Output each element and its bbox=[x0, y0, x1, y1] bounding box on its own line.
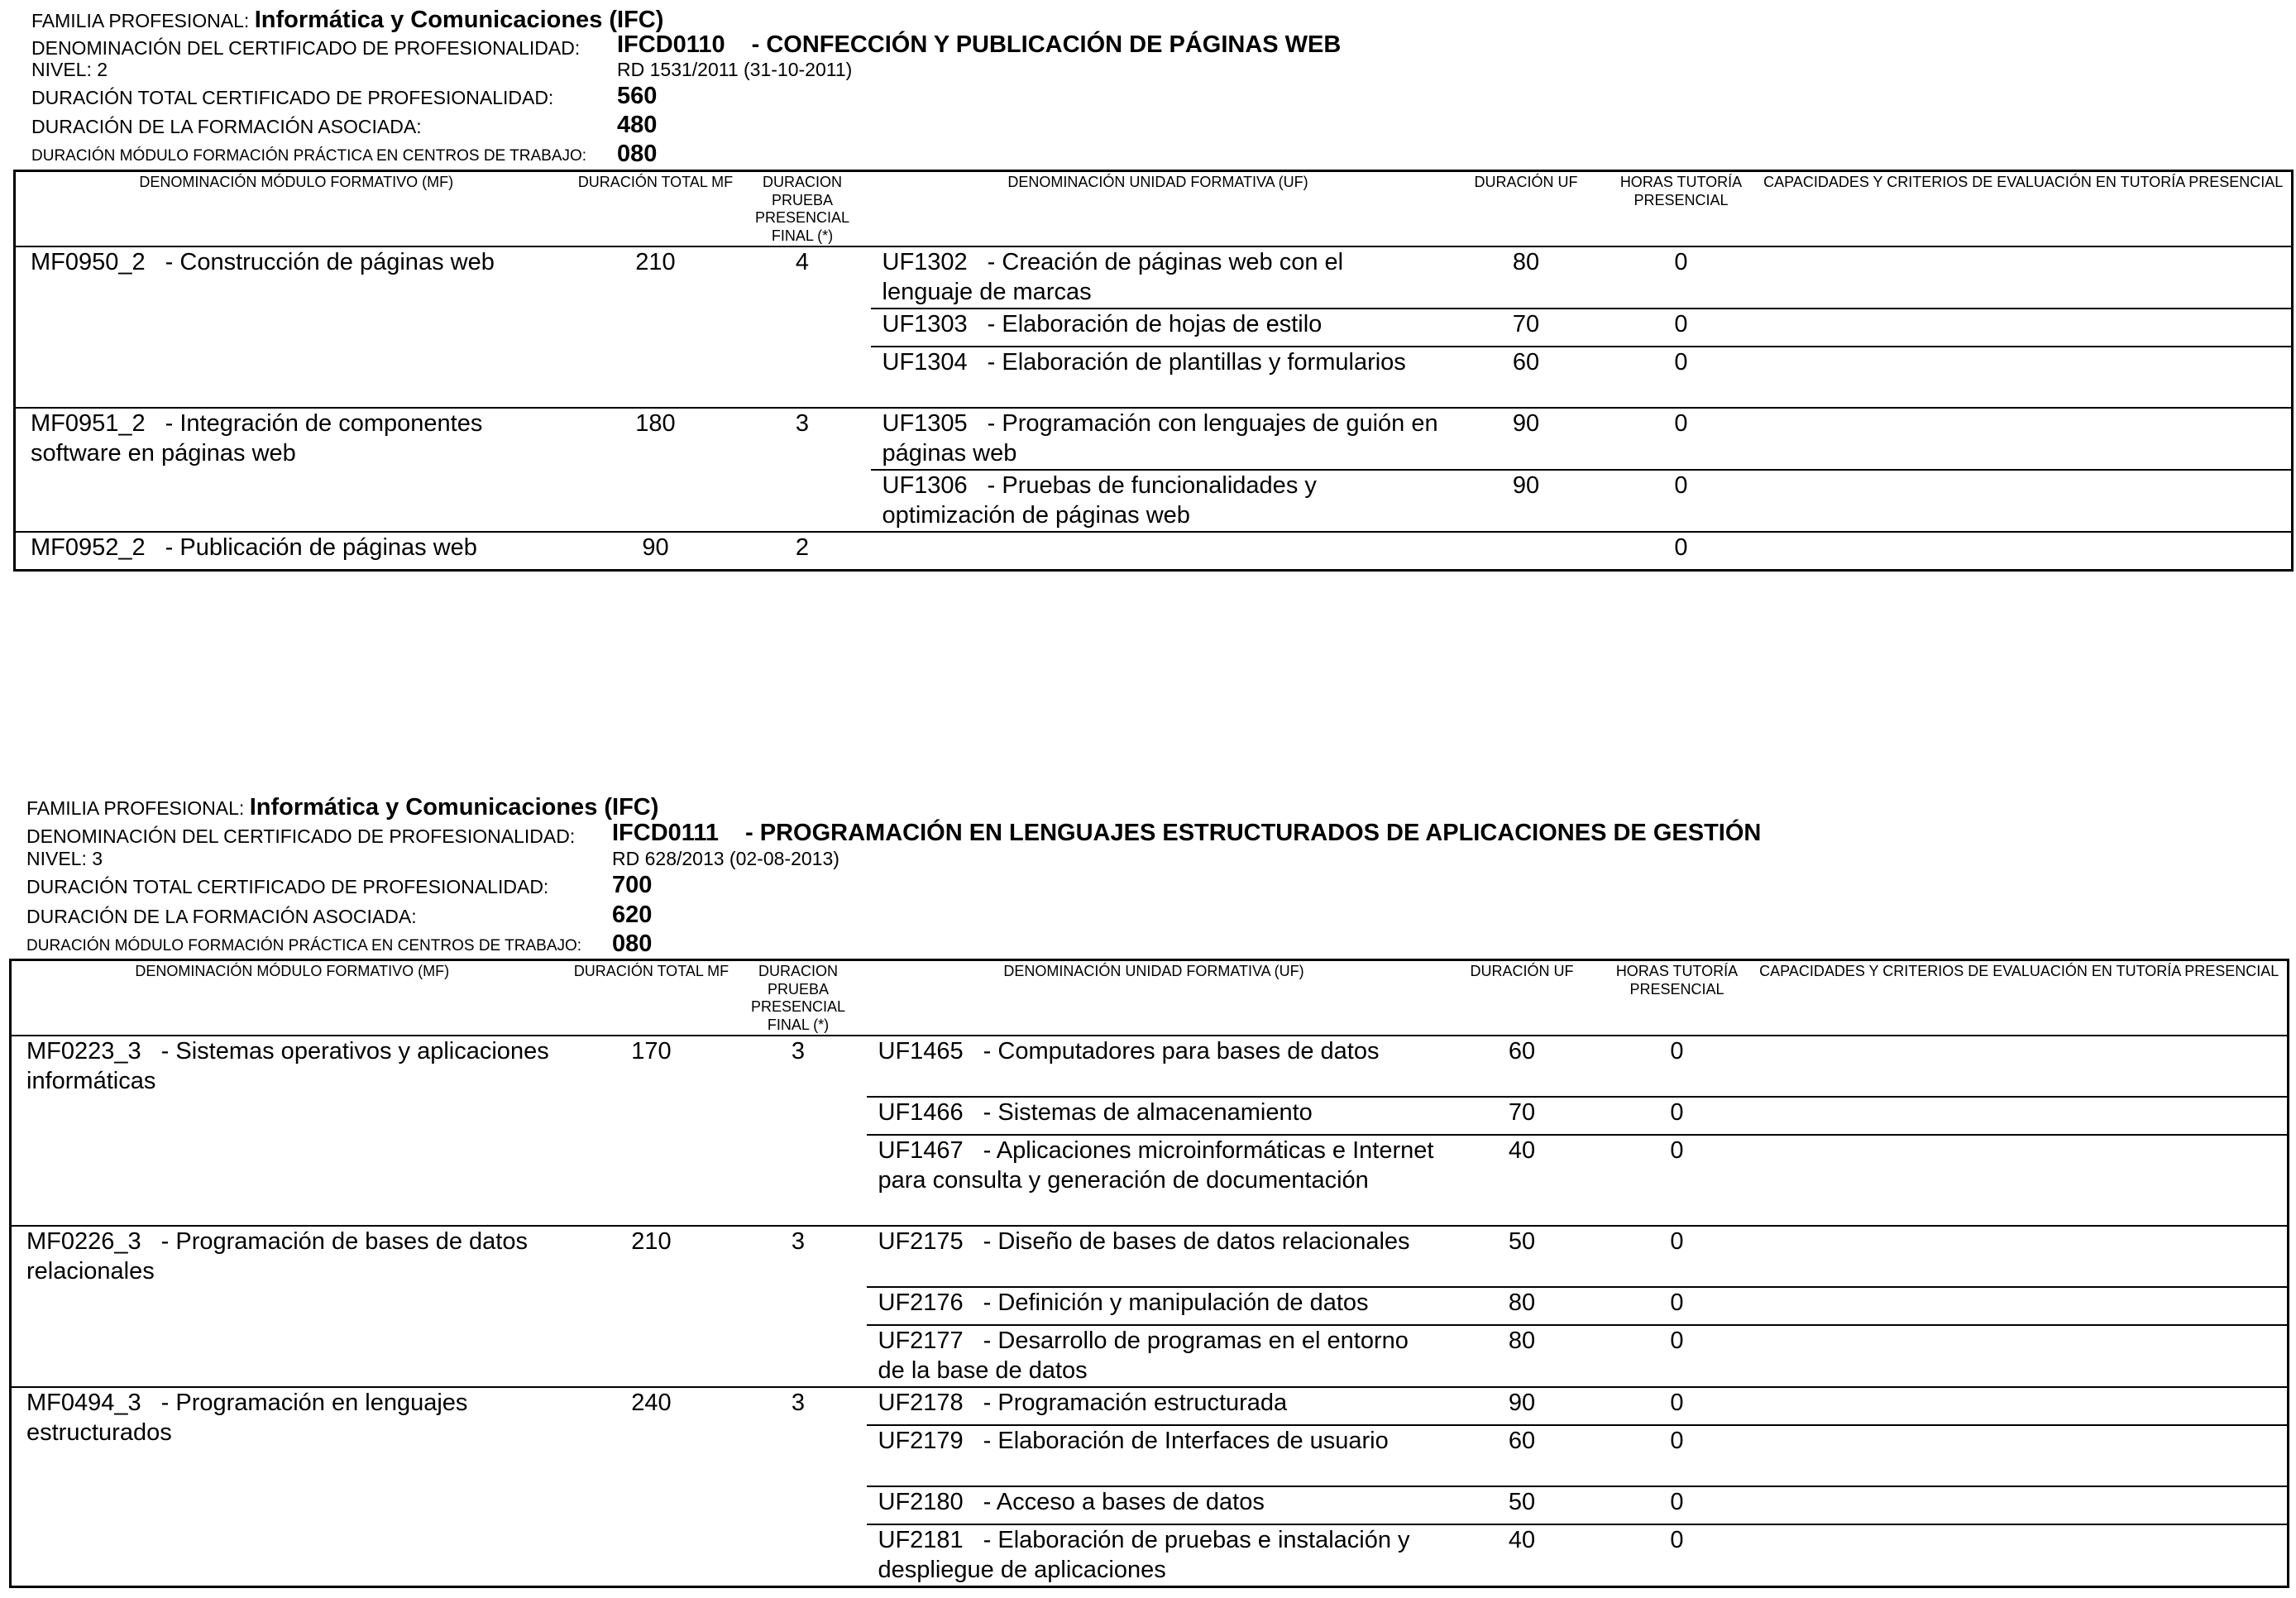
unit-cell bbox=[871, 532, 1446, 570]
unit-tutoria: 0 bbox=[1603, 1287, 1752, 1325]
unit-name: - Elaboración de Interfaces de usuario bbox=[983, 1428, 1389, 1455]
module-duracion: 240 bbox=[573, 1387, 730, 1587]
unit-capacidades bbox=[1752, 1226, 2289, 1287]
unit-code: UF1466 bbox=[878, 1099, 964, 1127]
unit-name: - Programación estructurada bbox=[983, 1390, 1288, 1417]
module-code: MF0494_3 bbox=[26, 1390, 141, 1417]
unit-duracion: 40 bbox=[1442, 1524, 1603, 1587]
unit-duracion: 50 bbox=[1442, 1486, 1603, 1524]
unit-name: - Aplicaciones microinformáticas e Internet para consulta y generación de documentación bbox=[878, 1137, 1434, 1194]
module-prueba: 3 bbox=[730, 1036, 867, 1226]
familia-label: FAMILIA PROFESIONAL: bbox=[31, 10, 250, 31]
unit-cell bbox=[867, 1036, 1442, 1097]
col-header-duracion-mf: DURACIÓN TOTAL MF bbox=[577, 171, 734, 247]
unit-tutoria: 0 bbox=[1607, 246, 1756, 309]
module-prueba: 4 bbox=[734, 246, 871, 408]
unit-name: - Sistemas de almacenamiento bbox=[983, 1099, 1313, 1127]
unit-cell bbox=[867, 1486, 1442, 1524]
module-duracion: 180 bbox=[577, 408, 734, 532]
unit-capacidades bbox=[1752, 1425, 2289, 1486]
duracion-total-value: 700 bbox=[612, 872, 653, 898]
unit-capacidades bbox=[1752, 1036, 2289, 1097]
unit-capacidades bbox=[1756, 347, 2293, 408]
nivel: NIVEL: 2 bbox=[31, 59, 108, 80]
unit-cell bbox=[867, 1387, 1442, 1425]
module-cell bbox=[15, 408, 577, 532]
table-row bbox=[11, 1387, 2289, 1425]
module-code: MF0226_3 bbox=[26, 1228, 141, 1256]
unit-code: UF1306 bbox=[882, 472, 968, 500]
unit-duracion: 60 bbox=[1446, 347, 1607, 408]
unit-tutoria: 0 bbox=[1603, 1036, 1752, 1097]
familia-line bbox=[26, 796, 658, 820]
unit-name: - Creación de páginas web con el lenguaje de marcas bbox=[882, 249, 1344, 306]
unit-tutoria: 0 bbox=[1603, 1325, 1752, 1387]
unit-duracion: 90 bbox=[1442, 1387, 1603, 1425]
unit-cell bbox=[871, 309, 1446, 347]
unit-tutoria: 0 bbox=[1607, 309, 1756, 347]
unit-tutoria: 0 bbox=[1603, 1387, 1752, 1425]
unit-code: UF2177 bbox=[878, 1328, 964, 1355]
module-duracion: 170 bbox=[573, 1036, 730, 1226]
unit-duracion: 50 bbox=[1442, 1226, 1603, 1287]
unit-code: UF1304 bbox=[882, 349, 968, 376]
module-name: - Programación de bases de datos relacionales bbox=[26, 1228, 528, 1285]
module-prueba: 3 bbox=[730, 1387, 867, 1587]
unit-capacidades bbox=[1752, 1524, 2289, 1587]
unit-capacidades bbox=[1752, 1135, 2289, 1226]
unit-code: UF1467 bbox=[878, 1137, 964, 1165]
module-name: - Programación en lenguajes estructurados bbox=[26, 1390, 468, 1447]
module-cell bbox=[15, 246, 577, 408]
unit-capacidades bbox=[1752, 1287, 2289, 1325]
unit-duracion: 60 bbox=[1442, 1036, 1603, 1097]
denominacion-label: DENOMINACIÓN DEL CERTIFICADO DE PROFESIONALIDAD: bbox=[31, 37, 581, 59]
unit-capacidades bbox=[1752, 1486, 2289, 1524]
duracion-formacion-value: 620 bbox=[612, 902, 653, 928]
unit-duracion: 90 bbox=[1446, 408, 1607, 470]
unit-tutoria: 0 bbox=[1603, 1135, 1752, 1226]
unit-cell bbox=[867, 1425, 1442, 1486]
module-name: - Sistemas operativos y aplicaciones informáticas bbox=[26, 1038, 549, 1095]
unit-capacidades bbox=[1756, 408, 2293, 470]
module-cell bbox=[11, 1226, 573, 1387]
modules-table bbox=[13, 170, 2294, 572]
unit-code: UF1465 bbox=[878, 1038, 964, 1065]
unit-name: - Elaboración de hojas de estilo bbox=[987, 311, 1323, 338]
table-row bbox=[15, 532, 2293, 570]
duracion-formacion-value: 480 bbox=[617, 112, 658, 138]
rd-reference: RD 1531/2011 (31-10-2011) bbox=[617, 59, 853, 80]
unit-tutoria: 0 bbox=[1603, 1097, 1752, 1135]
module-code: MF0951_2 bbox=[31, 410, 146, 438]
unit-code: UF2175 bbox=[878, 1228, 964, 1256]
unit-cell bbox=[871, 347, 1446, 408]
col-header-tutoria: HORAS TUTORÍA PRESENCIAL bbox=[1607, 171, 1756, 247]
familia-value: Informática y Comunicaciones (IFC) bbox=[254, 7, 664, 33]
unit-cell bbox=[867, 1226, 1442, 1287]
unit-duracion: 90 bbox=[1446, 470, 1607, 532]
module-cell bbox=[11, 1387, 573, 1587]
unit-duracion: 70 bbox=[1442, 1097, 1603, 1135]
unit-cell bbox=[871, 408, 1446, 470]
col-header-tutoria: HORAS TUTORÍA PRESENCIAL bbox=[1603, 960, 1752, 1036]
unit-code: UF2179 bbox=[878, 1428, 964, 1455]
module-prueba: 3 bbox=[730, 1226, 867, 1387]
unit-name: - Elaboración de pruebas e instalación y despliegue de aplicaciones bbox=[878, 1527, 1410, 1584]
unit-name: - Definición y manipulación de datos bbox=[983, 1289, 1369, 1317]
col-header-uf: DENOMINACIÓN UNIDAD FORMATIVA (UF) bbox=[871, 171, 1446, 247]
module-prueba: 3 bbox=[734, 408, 871, 532]
familia-line bbox=[31, 8, 663, 32]
duracion-practica-label: DURACIÓN MÓDULO FORMACIÓN PRÁCTICA EN CENTROS DE TRABAJO: bbox=[31, 147, 587, 165]
col-header-capacidades: CAPACIDADES Y CRITERIOS DE EVALUACIÓN EN TUTORÍA PRESENCIAL bbox=[1756, 171, 2293, 247]
unit-cell bbox=[867, 1325, 1442, 1387]
certificate-title-line bbox=[612, 821, 1761, 845]
unit-cell bbox=[871, 470, 1446, 532]
unit-duracion: 80 bbox=[1446, 246, 1607, 309]
unit-tutoria: 0 bbox=[1607, 347, 1756, 408]
unit-code: UF1305 bbox=[882, 410, 968, 438]
table-row bbox=[15, 246, 2293, 309]
unit-name: - Pruebas de funcionalidades y optimización de páginas web bbox=[882, 472, 1317, 529]
col-header-duracion-uf: DURACIÓN UF bbox=[1446, 171, 1607, 247]
nivel: NIVEL: 3 bbox=[26, 848, 103, 869]
unit-tutoria: 0 bbox=[1607, 408, 1756, 470]
unit-name: - Programación con lenguajes de guión en páginas web bbox=[882, 410, 1438, 467]
unit-tutoria: 0 bbox=[1607, 532, 1756, 570]
unit-tutoria: 0 bbox=[1603, 1486, 1752, 1524]
duracion-total-value: 560 bbox=[617, 83, 658, 109]
denominacion-label: DENOMINACIÓN DEL CERTIFICADO DE PROFESIONALIDAD: bbox=[26, 825, 576, 847]
col-header-mf: DENOMINACIÓN MÓDULO FORMATIVO (MF) bbox=[15, 171, 577, 247]
familia-label: FAMILIA PROFESIONAL: bbox=[26, 797, 245, 819]
duracion-practica-value: 080 bbox=[612, 931, 653, 957]
duracion-total-label: DURACIÓN TOTAL CERTIFICADO DE PROFESIONALIDAD: bbox=[31, 87, 554, 108]
col-header-prueba: DURACION PRUEBA PRESENCIAL FINAL (*) bbox=[730, 960, 867, 1036]
familia-value: Informática y Comunicaciones (IFC) bbox=[249, 794, 659, 821]
table-row bbox=[11, 1036, 2289, 1097]
unit-tutoria: 0 bbox=[1603, 1425, 1752, 1486]
table-header-row bbox=[11, 960, 2289, 1036]
unit-capacidades bbox=[1756, 309, 2293, 347]
unit-cell bbox=[867, 1097, 1442, 1135]
unit-cell bbox=[867, 1135, 1442, 1226]
col-header-duracion-mf: DURACIÓN TOTAL MF bbox=[573, 960, 730, 1036]
module-code: MF0223_3 bbox=[26, 1038, 141, 1065]
unit-name: - Acceso a bases de datos bbox=[983, 1489, 1265, 1516]
duracion-total-label: DURACIÓN TOTAL CERTIFICADO DE PROFESIONALIDAD: bbox=[26, 876, 549, 897]
certificate-code: IFCD0110 bbox=[617, 31, 725, 58]
unit-capacidades bbox=[1752, 1387, 2289, 1425]
unit-code: UF2180 bbox=[878, 1489, 964, 1516]
unit-tutoria: 0 bbox=[1603, 1524, 1752, 1587]
unit-duracion: 80 bbox=[1442, 1287, 1603, 1325]
unit-duracion bbox=[1446, 532, 1607, 570]
unit-code: UF2181 bbox=[878, 1527, 964, 1554]
certificate-title-line bbox=[617, 33, 1341, 57]
unit-code: UF2176 bbox=[878, 1289, 964, 1317]
certificate-title: - CONFECCIÓN Y PUBLICACIÓN DE PÁGINAS WEB bbox=[751, 31, 1342, 58]
unit-cell bbox=[867, 1287, 1442, 1325]
table-row bbox=[15, 408, 2293, 470]
unit-duracion: 60 bbox=[1442, 1425, 1603, 1486]
unit-capacidades bbox=[1756, 246, 2293, 309]
module-code: MF0952_2 bbox=[31, 534, 146, 562]
unit-code: UF2178 bbox=[878, 1390, 964, 1417]
module-name: - Publicación de páginas web bbox=[165, 534, 477, 562]
module-duracion: 210 bbox=[573, 1226, 730, 1387]
unit-name: - Desarrollo de programas en el entorno de la base de datos bbox=[878, 1328, 1409, 1385]
col-header-duracion-uf: DURACIÓN UF bbox=[1442, 960, 1603, 1036]
col-header-capacidades: CAPACIDADES Y CRITERIOS DE EVALUACIÓN EN TUTORÍA PRESENCIAL bbox=[1752, 960, 2289, 1036]
unit-name: - Computadores para bases de datos bbox=[983, 1038, 1380, 1065]
unit-capacidades bbox=[1756, 532, 2293, 570]
duracion-practica-value: 080 bbox=[617, 141, 658, 167]
unit-capacidades bbox=[1752, 1325, 2289, 1387]
module-name: - Integración de componentes software en páginas web bbox=[31, 410, 483, 467]
unit-capacidades bbox=[1756, 470, 2293, 532]
unit-duracion: 40 bbox=[1442, 1135, 1603, 1226]
unit-tutoria: 0 bbox=[1607, 470, 1756, 532]
modules-table bbox=[9, 959, 2289, 1588]
col-header-prueba: DURACION PRUEBA PRESENCIAL FINAL (*) bbox=[734, 171, 871, 247]
certificate-title: - PROGRAMACIÓN EN LENGUAJES ESTRUCTURADOS DE APLICACIONES DE GESTIÓN bbox=[745, 820, 1762, 846]
module-code: MF0950_2 bbox=[31, 249, 146, 276]
duracion-formacion-label: DURACIÓN DE LA FORMACIÓN ASOCIADA: bbox=[31, 116, 422, 137]
module-name: - Construcción de páginas web bbox=[165, 249, 495, 276]
module-cell bbox=[11, 1036, 573, 1226]
unit-name: - Diseño de bases de datos relacionales bbox=[983, 1228, 1410, 1256]
module-cell bbox=[15, 532, 577, 570]
certificate-code: IFCD0111 bbox=[612, 820, 719, 846]
unit-cell bbox=[867, 1524, 1442, 1587]
unit-name: - Elaboración de plantillas y formularios bbox=[987, 349, 1406, 376]
module-duracion: 210 bbox=[577, 246, 734, 408]
unit-code: UF1303 bbox=[882, 311, 968, 338]
duracion-formacion-label: DURACIÓN DE LA FORMACIÓN ASOCIADA: bbox=[26, 906, 417, 927]
col-header-uf: DENOMINACIÓN UNIDAD FORMATIVA (UF) bbox=[867, 960, 1442, 1036]
module-duracion: 90 bbox=[577, 532, 734, 570]
col-header-mf: DENOMINACIÓN MÓDULO FORMATIVO (MF) bbox=[11, 960, 573, 1036]
unit-duracion: 70 bbox=[1446, 309, 1607, 347]
unit-capacidades bbox=[1752, 1097, 2289, 1135]
table-row bbox=[11, 1226, 2289, 1287]
unit-tutoria: 0 bbox=[1603, 1226, 1752, 1287]
unit-duracion: 80 bbox=[1442, 1325, 1603, 1387]
rd-reference: RD 628/2013 (02-08-2013) bbox=[612, 848, 839, 869]
module-prueba: 2 bbox=[734, 532, 871, 570]
unit-code: UF1302 bbox=[882, 249, 968, 276]
unit-cell bbox=[871, 246, 1446, 309]
duracion-practica-label: DURACIÓN MÓDULO FORMACIÓN PRÁCTICA EN CENTROS DE TRABAJO: bbox=[26, 937, 582, 954]
table-header-row bbox=[15, 171, 2293, 247]
